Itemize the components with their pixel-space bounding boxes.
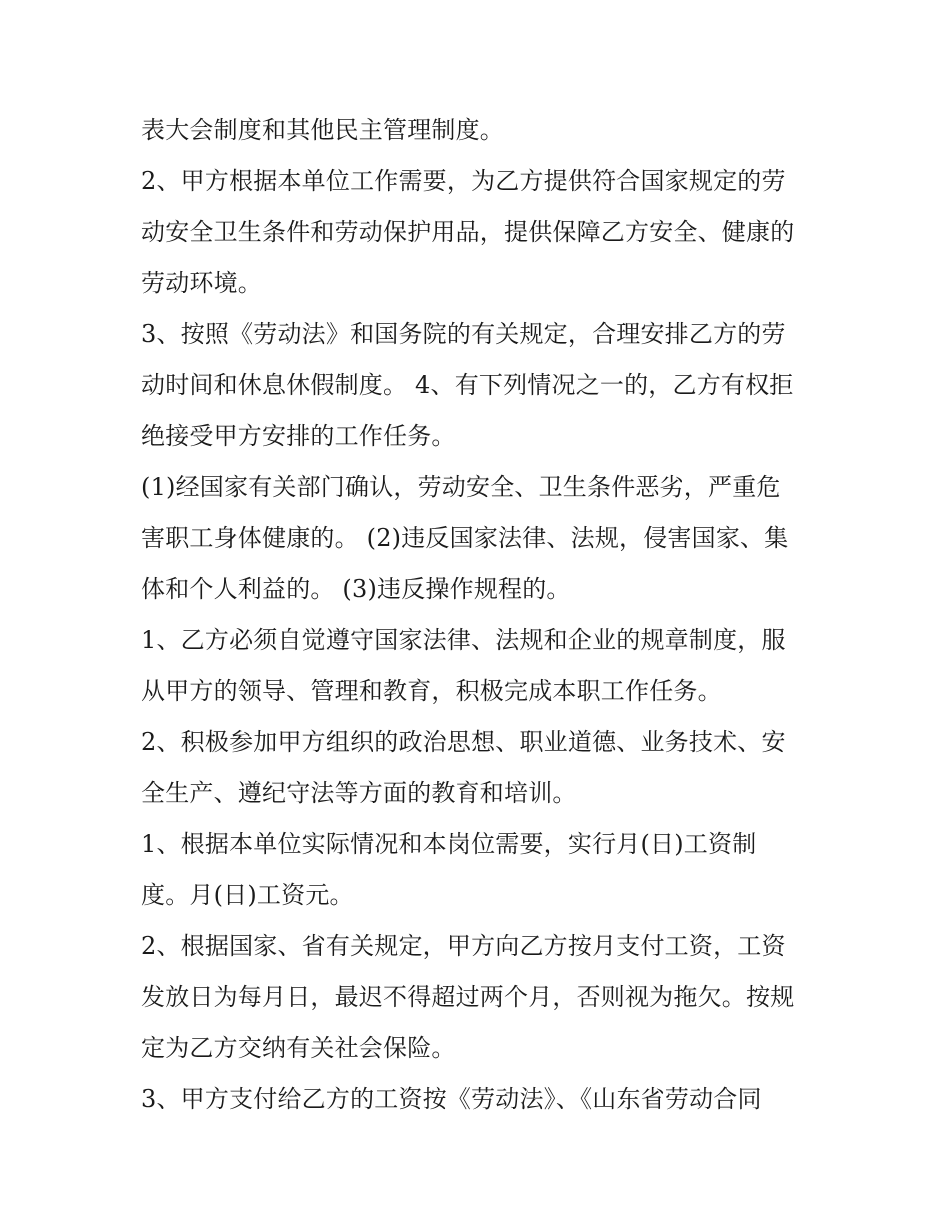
text-line: 体和个人利益的。 (3)违反操作规程的。 xyxy=(141,575,571,603)
text-line: 绝接受甲方安排的工作任务。 xyxy=(141,422,456,450)
text-line: 2、甲方根据本单位工作需要，为乙方提供符合国家规定的劳 xyxy=(141,167,786,195)
text-line: 劳动环境。 xyxy=(141,269,262,297)
text-line: 定为乙方交纳有关社会保险。 xyxy=(141,1034,456,1062)
text-line: (1)经国家有关部门确认，劳动安全、卫生条件恶劣，严重危 xyxy=(141,473,781,501)
text-line: 2、根据国家、省有关规定，甲方向乙方按月支付工资，工资 xyxy=(141,932,786,960)
text-line: 动安全卫生条件和劳动保护用品，提供保障乙方安全、健康的 xyxy=(141,218,795,246)
text-line: 3、甲方支付给乙方的工资按《劳动法》、《山东省劳动合同 xyxy=(141,1085,762,1113)
text-line: 从甲方的领导、管理和教育，积极完成本职工作任务。 xyxy=(141,677,722,705)
text-line: 表大会制度和其他民主管理制度。 xyxy=(141,116,504,144)
text-line: 3、按照《劳动法》和国务院的有关规定，合理安排乙方的劳 xyxy=(141,320,786,348)
text-line: 2、积极参加甲方组织的政治思想、职业道德、业务技术、安 xyxy=(141,728,786,756)
text-line: 害职工身体健康的。 (2)违反国家法律、法规，侵害国家、集 xyxy=(141,524,789,552)
text-line: 动时间和休息休假制度。 4、有下列情况之一的，乙方有权拒 xyxy=(141,371,794,399)
text-line: 1、根据本单位实际情况和本岗位需要，实行月(日)工资制 xyxy=(141,830,757,858)
text-line: 1、乙方必须自觉遵守国家法律、法规和企业的规章制度，服 xyxy=(141,626,786,654)
text-line: 度。月(日)工资元。 xyxy=(141,881,354,909)
text-line: 全生产、遵纪守法等方面的教育和培训。 xyxy=(141,779,577,807)
text-line: 发放日为每月日，最迟不得超过两个月，否则视为拖欠。按规 xyxy=(141,983,795,1011)
document-body xyxy=(141,105,821,1125)
